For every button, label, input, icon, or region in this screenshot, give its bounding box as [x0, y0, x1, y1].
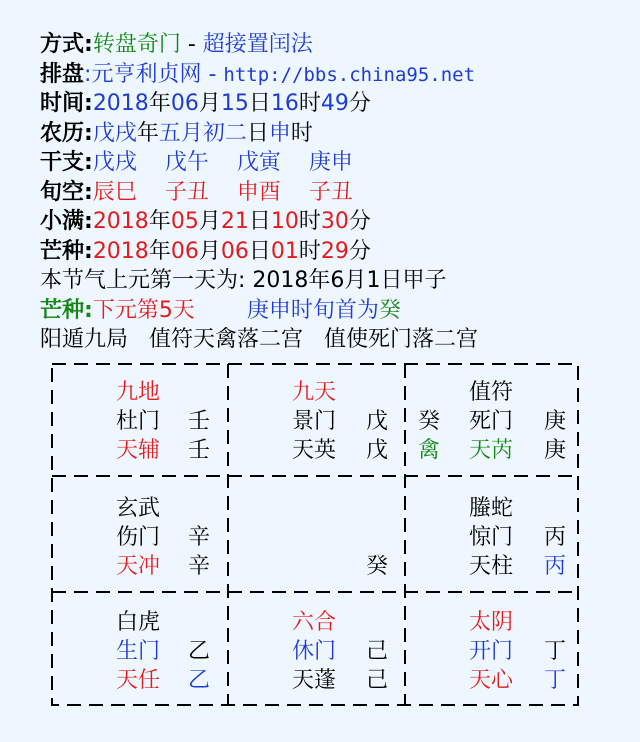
- palace-9-star: 天心: [469, 668, 514, 693]
- time-label: 时间:: [40, 91, 93, 116]
- xiaoman-hour: 10: [270, 209, 299, 234]
- palace-9-god: 太阴: [469, 610, 514, 635]
- palace-6-star: 天柱: [469, 554, 514, 579]
- palace-2-god: 九天: [292, 380, 337, 405]
- palace-1-star: 天辅: [116, 438, 161, 463]
- lunar-date: 五月初二: [158, 120, 247, 146]
- mangzhong-minute: 29: [320, 238, 349, 264]
- mangzhong-month: 06: [170, 238, 199, 264]
- time-unit: 时: [298, 91, 321, 116]
- time-unit: 日: [248, 91, 271, 116]
- chart-header: [40, 30, 620, 355]
- palace-8-star-stem: 己: [366, 668, 389, 693]
- time-unit: 分: [348, 91, 371, 116]
- xunshou-gan: 癸: [378, 297, 401, 323]
- ganzhi-year: 戊戌: [92, 150, 137, 175]
- mangzhong-unit: 月: [198, 238, 221, 264]
- xunkong-year: 辰巳: [92, 179, 137, 205]
- lunar-line: [40, 119, 620, 149]
- xiaoman-unit: 日: [248, 209, 271, 234]
- jieqi-text: 本节气上元第一天为:: [40, 268, 253, 293]
- time-unit: 月: [198, 91, 221, 116]
- palace-4-star: 天冲: [116, 554, 161, 579]
- palace-7-star-stem: 乙: [188, 668, 211, 693]
- xunkong-label: 旬空:: [40, 179, 93, 205]
- palace-2-door-stem: 戊: [366, 409, 389, 434]
- method-line: [40, 30, 620, 60]
- time-minute: 49: [320, 91, 349, 116]
- palace-grid: [50, 362, 580, 707]
- palace-7-god: 白虎: [116, 610, 161, 635]
- xunkong-hour: 子丑: [308, 179, 353, 205]
- time-hour: 16: [270, 91, 299, 116]
- ju-text: 阳遁九局 值符天禽落二宫 值使死门落二宫: [40, 327, 478, 352]
- mangzhong2-value: 下元第5天: [92, 297, 195, 323]
- ganzhi-line: [40, 148, 620, 178]
- ganzhi-month: 戊午: [164, 150, 209, 175]
- lunar-hour: 申: [268, 120, 291, 146]
- lunar-unit: 年: [136, 120, 159, 146]
- mangzhong-hour: 01: [270, 238, 299, 264]
- palace-7-door: 生门: [116, 639, 161, 664]
- time-unit: 年: [148, 91, 171, 116]
- mangzhong-line: [40, 237, 620, 267]
- palace-7-door-stem: 乙: [188, 639, 211, 664]
- source-line: [40, 60, 620, 90]
- palace-3-door-stem: 庚: [544, 409, 567, 434]
- source-url[interactable]: http://bbs.china95.net: [223, 63, 476, 86]
- jieqi-unit: 年: [308, 268, 331, 293]
- mangzhong2-label: 芒种:: [40, 297, 93, 323]
- palace-8-star: 天蓬: [292, 668, 337, 693]
- xiaoman-unit: 分: [348, 209, 371, 234]
- palace-1-god: 九地: [116, 380, 161, 405]
- time-year: 2018: [92, 91, 149, 116]
- jieqi-day: 1: [366, 268, 381, 293]
- xiaoman-label: 小满:: [40, 209, 93, 234]
- palace-1-door: 杜门: [116, 409, 161, 434]
- lunar-unit: 日: [246, 120, 269, 146]
- ju-line: [40, 325, 620, 355]
- xiaoman-unit: 时: [298, 209, 321, 234]
- jieqi-year: 2018: [252, 268, 309, 293]
- mangzhong-label: 芒种:: [40, 238, 93, 264]
- mangzhong-year: 2018: [92, 238, 149, 264]
- method-label: 方式:: [40, 32, 93, 57]
- mangzhong-unit: 年: [148, 238, 171, 264]
- xiaoman-minute: 30: [320, 209, 349, 234]
- xunkong-month: 子丑: [164, 179, 209, 205]
- time-day: 15: [220, 91, 249, 116]
- palace-6-god: 螣蛇: [469, 496, 514, 521]
- method-value2: 超接置闰法: [202, 32, 313, 57]
- palace-3-door: 死门: [469, 409, 514, 434]
- palace-8-door-stem: 己: [366, 639, 389, 664]
- time-line: [40, 89, 620, 119]
- xiaoman-unit: 月: [198, 209, 221, 234]
- jieqi-unit: 日甲子: [380, 268, 447, 293]
- source-colon: :: [84, 61, 92, 87]
- xunkong-line: [40, 178, 620, 208]
- source-label: 排盘: [40, 61, 85, 87]
- mangzhong-day: 06: [220, 238, 249, 264]
- palace-6-door-stem: 丙: [544, 525, 567, 550]
- method-sep: -: [180, 32, 203, 57]
- xunshou-text: 庚申时旬首为: [246, 297, 379, 323]
- palace-2-star-stem: 戊: [366, 438, 389, 463]
- lunar-year: 戊戌: [92, 120, 137, 146]
- palace-9-door: 开门: [469, 639, 514, 664]
- time-month: 06: [170, 91, 199, 116]
- mangzhong-unit: 时: [298, 238, 321, 264]
- palace-6-star-stem: 丙: [544, 554, 567, 579]
- mangzhong-unit: 日: [248, 238, 271, 264]
- xiaoman-unit: 年: [148, 209, 171, 234]
- xiaoman-year: 2018: [92, 209, 149, 234]
- palace-3-star: 天芮: [469, 438, 514, 463]
- jieqi-month: 6: [330, 268, 345, 293]
- ganzhi-day: 戊寅: [236, 150, 281, 175]
- xunkong-day: 申酉: [236, 179, 281, 205]
- jieqi-unit: 月: [344, 268, 367, 293]
- palace-9-door-stem: 丁: [544, 639, 567, 664]
- palace-4-door-stem: 辛: [188, 525, 211, 550]
- palace-1-door-stem: 壬: [188, 409, 211, 434]
- palace-4-star-stem: 辛: [188, 554, 211, 579]
- lunar-label: 农历:: [40, 120, 93, 146]
- palace-7-star: 天任: [116, 668, 161, 693]
- palace-5-star-stem: 癸: [366, 554, 389, 579]
- xiaoman-line: [40, 207, 620, 237]
- palace-8-door: 休门: [292, 639, 337, 664]
- source-sep: -: [201, 61, 224, 87]
- palace-3-extra: 癸: [418, 409, 441, 434]
- mangzhong-unit: 分: [348, 238, 371, 264]
- palace-3-star-stem: 庚: [544, 438, 567, 463]
- mangzhong2-line: [40, 296, 620, 326]
- method-value: 转盘奇门: [92, 32, 181, 57]
- palace-3-god: 值符: [469, 380, 514, 405]
- lunar-unit: 时: [290, 120, 313, 146]
- palace-8-god: 六合: [292, 610, 337, 635]
- palace-9-star-stem: 丁: [544, 668, 567, 693]
- palace-6-door: 惊门: [469, 525, 514, 550]
- palace-2-star: 天英: [292, 438, 337, 463]
- palace-4-god: 玄武: [116, 496, 161, 521]
- xiaoman-month: 05: [170, 209, 199, 234]
- xiaoman-day: 21: [220, 209, 249, 234]
- palace-4-door: 伤门: [116, 525, 161, 550]
- ganzhi-hour: 庚申: [308, 150, 353, 175]
- ganzhi-label: 干支:: [40, 150, 93, 175]
- jieqi-line: [40, 266, 620, 296]
- palace-3-extra2: 禽: [418, 438, 441, 463]
- source-name[interactable]: 元亨利贞网: [91, 61, 202, 87]
- palace-1-star-stem: 壬: [188, 438, 211, 463]
- palace-2-door: 景门: [292, 409, 337, 434]
